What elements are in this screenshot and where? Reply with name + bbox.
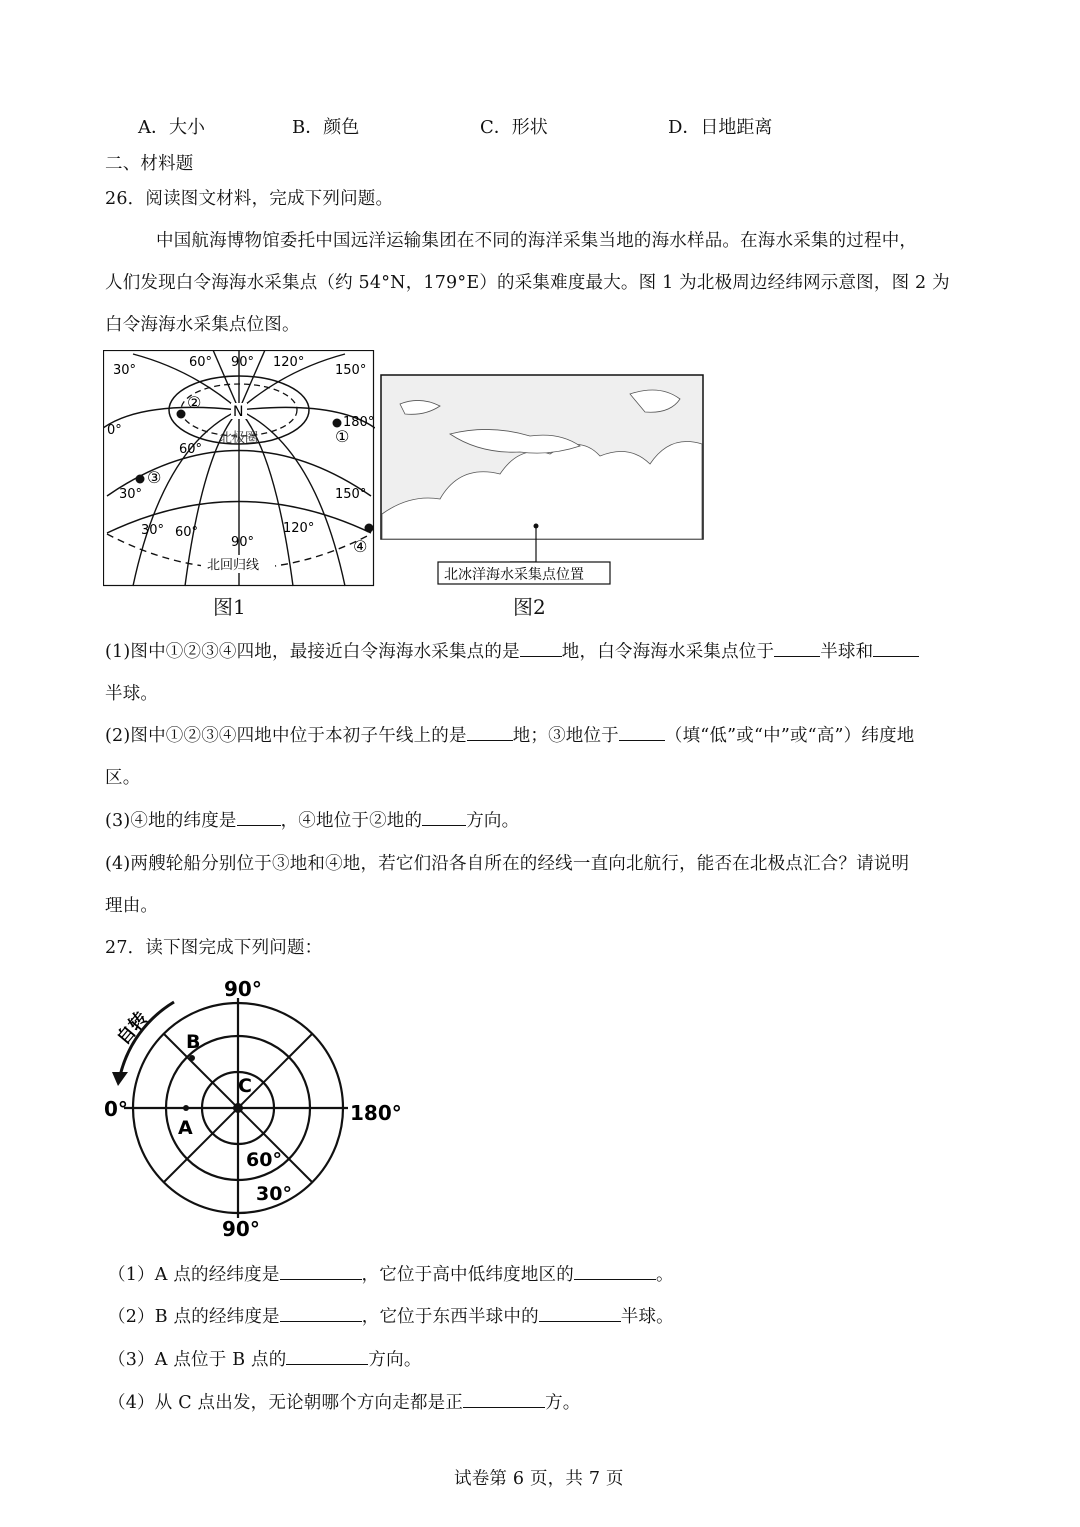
top-90-label: 90° (224, 978, 262, 1001)
point-a-label: A (178, 1117, 193, 1139)
figure-polar-view (104, 978, 404, 1238)
label-60: 60° (189, 355, 213, 370)
q26-paragraph-line3: 白令海海水采集点位图。 (105, 315, 300, 335)
label-150: 150° (335, 363, 367, 378)
q27-sub1: （1）A 点的经纬度是 ，它位于高中低纬度地区的 。 (108, 1265, 674, 1285)
answer-blank[interactable] (873, 640, 919, 657)
q27-sub4: （4）从 C 点出发，无论朝哪个方向走都是正 方。 (108, 1393, 581, 1413)
figure2-caption: 图2 (513, 595, 546, 619)
label-180: 180° (343, 415, 375, 430)
option-c: C．形状 (480, 117, 548, 138)
point-1-label: ① (335, 427, 350, 446)
answer-blank[interactable] (422, 809, 466, 826)
point-b-label: B (186, 1031, 201, 1053)
q26-sub4-line1: (4)两艘轮船分别位于③地和④地，若它们沿各自所在的经线一直向北航行，能否在北极点汇合？请说明 (105, 854, 910, 874)
ring-60-label: 60° (246, 1149, 282, 1171)
q26-title: 26．阅读图文材料，完成下列问题。 (105, 189, 394, 209)
q26-sub1-line2: 半球。 (105, 684, 159, 704)
answer-blank[interactable] (463, 1391, 545, 1408)
q27-sub3: （3）A 点位于 B 点的 方向。 (108, 1350, 422, 1370)
q26-sub4-line2: 理由。 (105, 896, 159, 916)
answer-blank[interactable] (774, 640, 820, 657)
left-0-label: 0° (104, 1097, 128, 1121)
label-120: 120° (273, 355, 305, 370)
point-3-marker (136, 475, 145, 484)
north-pole-label: N (233, 404, 244, 420)
point-3-label: ③ (147, 468, 162, 487)
label-0: 0° (107, 423, 122, 438)
q26-sub2-line2: 区。 (105, 768, 141, 788)
ring-30-label: 30° (256, 1183, 292, 1205)
point-4-marker (365, 524, 374, 533)
inner-30-label: 30° (119, 487, 143, 502)
bottom-60-label: 60° (175, 525, 199, 540)
q26-sub3: (3)④地的纬度是 ，④地位于②地的 方向。 (105, 811, 520, 831)
answer-blank[interactable] (539, 1305, 621, 1322)
option-b: B．颜色 (292, 117, 360, 138)
right-150-label: 150° (335, 487, 367, 502)
answer-blank[interactable] (467, 724, 513, 741)
bottom-90-label: 90° (222, 1217, 260, 1238)
answer-blank[interactable] (280, 1305, 362, 1322)
bottom-30-label: 30° (141, 523, 165, 538)
q27-sub2: （2）B 点的经纬度是 ，它位于东西半球中的 半球。 (108, 1307, 674, 1327)
point-2-marker (177, 410, 186, 419)
inner-60-label: 60° (179, 442, 203, 457)
right-180-label: 180° (350, 1101, 402, 1125)
label-90: 90° (231, 355, 255, 370)
figure1-caption: 图1 (213, 595, 246, 619)
answer-blank[interactable] (520, 640, 562, 657)
rotation-arrowhead (112, 1072, 128, 1086)
answer-blank[interactable] (286, 1348, 368, 1365)
figure2-bering-map (380, 374, 708, 588)
point-4-label: ④ (353, 537, 368, 556)
answer-blank[interactable] (619, 724, 665, 741)
answer-blank[interactable] (237, 809, 281, 826)
page-footer: 试卷第 6 页，共 7 页 (454, 1469, 624, 1489)
point-a-marker (183, 1105, 189, 1111)
callout-text: 北冰洋海水采集点位置 (444, 567, 584, 583)
option-a: A．大小 (138, 117, 205, 138)
label-30: 30° (113, 363, 137, 378)
arctic-circle-label: 北极圈 (219, 431, 259, 446)
q26-sub2-line1: (2)图中①②③④四地中位于本初子午线上的是 地；③地位于 （填“低”或“中”或“高”）纬度地 (105, 726, 915, 746)
answer-blank[interactable] (280, 1263, 362, 1280)
q26-paragraph-line2: 人们发现白令海海水采集点（约 54°N，179°E）的采集难度最大。图 1 为北极周边经纬网示意图，图 2 为 (105, 273, 950, 293)
point-b-marker (189, 1055, 195, 1061)
answer-blank[interactable] (574, 1263, 656, 1280)
rotation-label: 自转 (112, 1008, 153, 1050)
option-d: D．日地距离 (668, 117, 773, 138)
point-c-label: C (238, 1075, 252, 1097)
bottom-120-label: 120° (283, 521, 315, 536)
bottom-90-label: 90° (231, 535, 255, 550)
point-2-label: ② (187, 393, 202, 412)
q26-paragraph-line1: 中国航海博物馆委托中国远洋运输集团在不同的海洋采集当地的海水样品。在海水采集的过程中， (156, 231, 918, 251)
figure1-polar-graticule (103, 350, 375, 588)
section-heading: 二、材料题 (105, 154, 194, 174)
point-c-marker (233, 1103, 243, 1113)
tropic-label: 北回归线 (207, 558, 260, 573)
q26-sub1-line1: (1)图中①②③④四地，最接近白令海海水采集点的是 地，白令海海水采集点位于 半球和 (105, 638, 919, 663)
q27-title: 27．读下图完成下列问题： (105, 938, 323, 958)
